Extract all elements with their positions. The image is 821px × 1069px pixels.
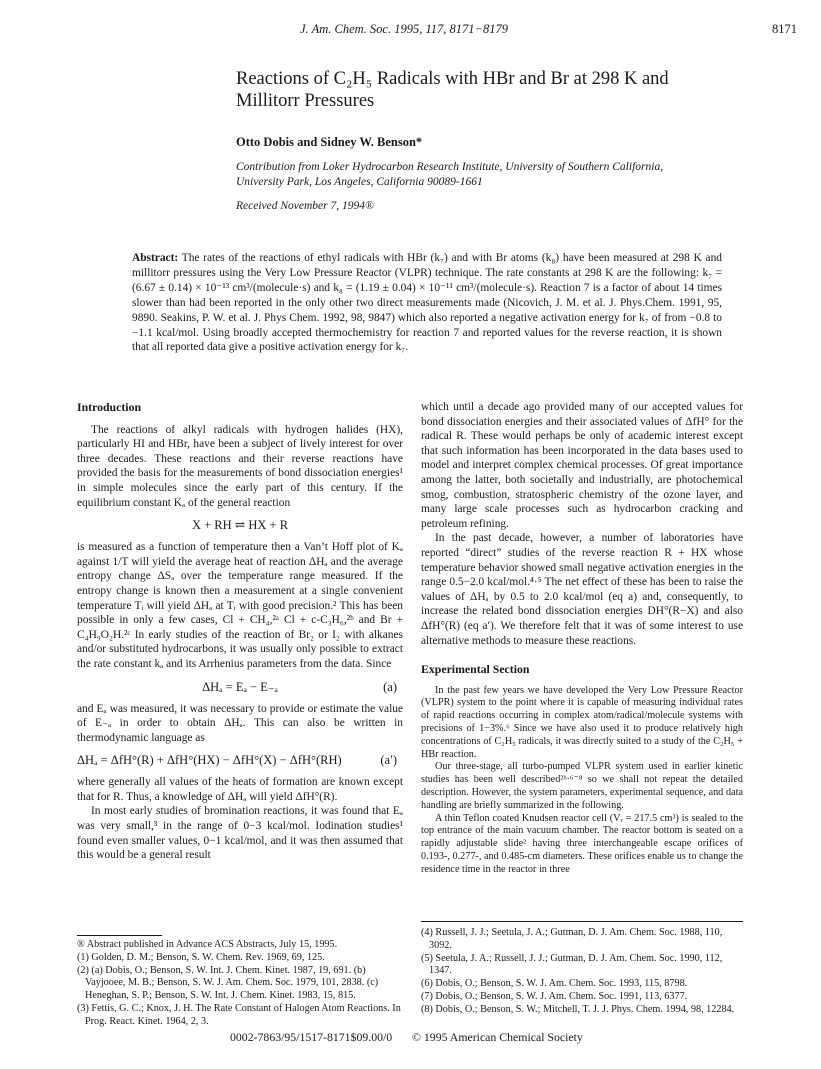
intro-paragraph-2: is measured as a function of temperature then a Van’t Hoff plot of Kₐ against 1/T will yield the average heat of reaction ΔHₐ and the average entropy change ΔSₐ over the temperature range measured. If the entropy change is known then a measurement at a single convenient temperature Tᵢ will yield ΔHₐ at Tᵢ with good precision.² This has been possible in only a few cases, Cl + CH₄,²ᵃ Cl + c-C₃H₆,²ᵇ and Br + C₄H₉O₂H.²ᶜ In early studies of the reaction of Br₂ or I₂ with alkanes and/or substituted hydrocarbons, it was usually only possible to extract the rate constant kₐ and its Arrhenius parameters from the data. Since xyxy=(77,541,403,670)
experimental-heading: Experimental Section xyxy=(421,662,530,677)
equation-a-prime xyxy=(77,745,403,775)
intro-paragraph-1: The reactions of alkyl radicals with hydrogen halides (HX), particularly HI and HBr, have been a subject of lively interest for over three decades. These reactions and their reverse reactions have provided the basis for the measurements of bond dissociation energies¹ in simple molecules since the early part of this century. If the equilibrium constant Kₐ of the general reaction xyxy=(77,423,403,509)
page-number: 8171 xyxy=(772,22,797,36)
affiliation-line-2: University Park, Los Angeles, California 90089-1661 xyxy=(236,176,483,188)
reference-item: (7) Dobis, O.; Benson, S. W. J. Am. Chem. Soc. 1991, 113, 6377. xyxy=(421,990,688,1002)
equation-a-prime-label: (a′) xyxy=(380,753,397,768)
equation-1-body: X + RH ⇌ HX + R xyxy=(191,518,289,533)
abstract-text: The rates of the reactions of ethyl radicals with HBr (k₇) and with Br atoms (k₈) have been measured at 298 K and millitorr pressures using the Very Low Pressure Reactor (VLPR) technique. The rate constants at 298 K are the following: k₇ = (6.67 ± 0.14) × 10⁻¹³ cm³/(molecule·s) and k₈ = (1.19 ± 0.04) × 10⁻¹¹ cm³/(molecule·s). Reaction 7 is a factor of about 14 times slower than had been reported in the only other two direct measurements made (Nicovich, J. M. et al. J. Phys.Chem. 1991, 95, 9890. Seakins, P. W. et al. J. Phys Chem. 1992, 98, 9847) which also reported a negative activation energy for k₇ of from −0.8 to −1.1 kcal/mol. Using broadly accepted thermochemistry for reaction 7 and reported values for the reverse reaction, it is shown that all reported data give a positive activation energy for k₇. xyxy=(132,252,722,354)
equation-a xyxy=(77,672,403,702)
experimental-paragraph-1: In the past few years we have developed the Very Low Pressure Reactor (VLPR) system to the point where it is capable of measuring individual rates of rapid reactions occurring in complex atom/radical/molecule systems with precisions of 1−3%.⁶ Since we have also used it to produce relatively high concentrations of C₂H₅ radicals, it was directly suited to a study of the C₂H₅ + HBr reaction. xyxy=(421,684,743,760)
equation-a-prime-body: ΔHₐ = ΔfH°(R) + ΔfH°(HX) − ΔfH°(X) − ΔfH°(RH) xyxy=(77,753,342,768)
intro-paragraph-6: which until a decade ago provided many of our accepted values for bond dissociation energies and their associated values of ΔfH° for the radical R. These would perhaps be only of academic interest except that such information has been incorporated in the data bases used to model and interpret complex chemical processes. Of great importance among the latter, both societally and industrially, are photochemical smog, combustion, stratospheric chemistry of the ozone layer, and many large scale processes such as hydrocarbon cracking and petroleum refining. xyxy=(421,401,743,530)
intro-paragraph-4: where generally all values of the heats of formation are known except that for R. Thus, a knowledge of ΔHₐ will yield ΔfH°(R). xyxy=(77,776,403,803)
received-date: Received November 7, 1994® xyxy=(236,200,374,212)
left-column xyxy=(77,400,403,863)
introduction-heading: Introduction xyxy=(77,400,142,414)
reference-item: (5) Seetula, J. A.; Russell, J. J.; Gutman, D. J. Am. Chem. Soc. 1990, 112, 1347. xyxy=(421,952,723,977)
right-column xyxy=(421,400,743,877)
title-line-2: Millitorr Pressures xyxy=(236,91,375,111)
article-title xyxy=(236,68,756,112)
footnote-item: (1) Golden, D. M.; Benson, S. W. Chem. Rev. 1969, 69, 125. xyxy=(77,951,325,963)
title-line-1: Reactions of C₂H₅ Radicals with HBr and Br at 298 K and xyxy=(236,69,669,89)
intro-paragraph-3: and Eₐ was measured, it was necessary to provide or estimate the value of E₋ₐ in order to obtain ΔHₐ. This can also be written in thermodynamic language as xyxy=(77,702,403,744)
equation-a-body: ΔHₐ = Eₐ − E₋ₐ xyxy=(202,679,278,694)
equation-general-reaction xyxy=(77,510,403,540)
equation-a-label: (a) xyxy=(383,679,397,694)
footnote-item: (2) (a) Dobis, O.; Benson, S. W. Int. J. Chem. Kinet. 1987, 19, 691. (b) Vayjooee, M. B.; Benson, S. W. J. Am. Chem. Soc. 1979, 101, 2838. (c) Heneghan, S. P.; Benson, S. W. Int. J. Chem. Kinet. 1983, 15, 815. xyxy=(77,964,379,1002)
intro-paragraph-5: In most early studies of bromination reactions, it was found that Eₐ was very small,³ in the range of 0−3 kcal/mol. Iodination studies¹ found even smaller values, 0−1 kcal/mol, and it was then assumed that this would be a general result xyxy=(77,805,403,862)
footer-code: 0002-7863/95/1517-8171$09.00/0 xyxy=(230,1030,393,1044)
reference-item: (4) Russell, J. J.; Seetula, J. A.; Gutman, D. J. Am. Chem. Soc. 1988, 110, 3092. xyxy=(421,927,723,951)
references-right xyxy=(421,927,743,1017)
experimental-paragraph-2: Our three-stage, all turbo-pumped VLPR system used in earlier kinetic studies has been well described²ᵇ·⁶⁻⁸ so we shall not repeat the detailed description. However, the system parameters, experimental sequence, and data handling are briefly summarized in the following. xyxy=(421,761,743,811)
affiliation-line-1: Contribution from Loker Hydrocarbon Research Institute, University of Southern California, xyxy=(236,161,664,173)
footnote-divider xyxy=(77,935,162,936)
reference-item: (6) Dobis, O.; Benson, S. W. J. Am. Chem. Soc. 1993, 115, 8798. xyxy=(421,978,688,990)
running-head: J. Am. Chem. Soc. 1995, 117, 8171−8179 xyxy=(300,22,508,36)
abstract-label: Abstract: xyxy=(132,252,179,264)
intro-paragraph-7: In the past decade, however, a number of laboratories have reported “direct” studies of the reverse reaction R + HX whose temperature behavior showed small negative activation energies in the range 0.5−2.0 kcal/mol.⁴·⁵ The net effect of these has been to raise the values of ΔHₐ by 0.5 to 2.0 kcal/mol (eq a) and, consequently, to increase the related bond dissociation energies DH°(R−X) and also ΔfH°(R) (eq a′). We therefore felt that it was of some interest to use alternative methods to measure these reactions. xyxy=(421,532,743,647)
authors: Otto Dobis and Sidney W. Benson* xyxy=(236,135,423,149)
references-divider xyxy=(421,921,743,922)
abstract xyxy=(132,251,722,355)
footnotes-left xyxy=(77,939,407,1029)
experimental-paragraph-3: A thin Teflon coated Knudsen reactor cell (Vᵣ = 217.5 cm³) is sealed to the top entrance of the main vacuum chamber. The reactor bottom is seated on a rapidly adjustable slide² having three interchangeable escape orifices of 0.193-, 0.277-, and 0.485-cm diameters. These orifices enable us to change the residence time in the reactor in three xyxy=(421,812,743,875)
footnote-item: ® Abstract published in Advance ACS Abstracts, July 15, 1995. xyxy=(77,939,338,950)
footnote-item: (3) Fettis, G. C.; Knox, J. H. The Rate Constant of Halogen Atom Reactions. In Prog. React. Kinet. 1964, 2, 3. xyxy=(77,1002,401,1027)
reference-item: (8) Dobis, O.; Benson, S. W.; Mitchell, T. J. J. Phys. Chem. 1994, 98, 12284. xyxy=(421,1003,735,1015)
footer-copyright: © 1995 American Chemical Society xyxy=(412,1030,583,1044)
